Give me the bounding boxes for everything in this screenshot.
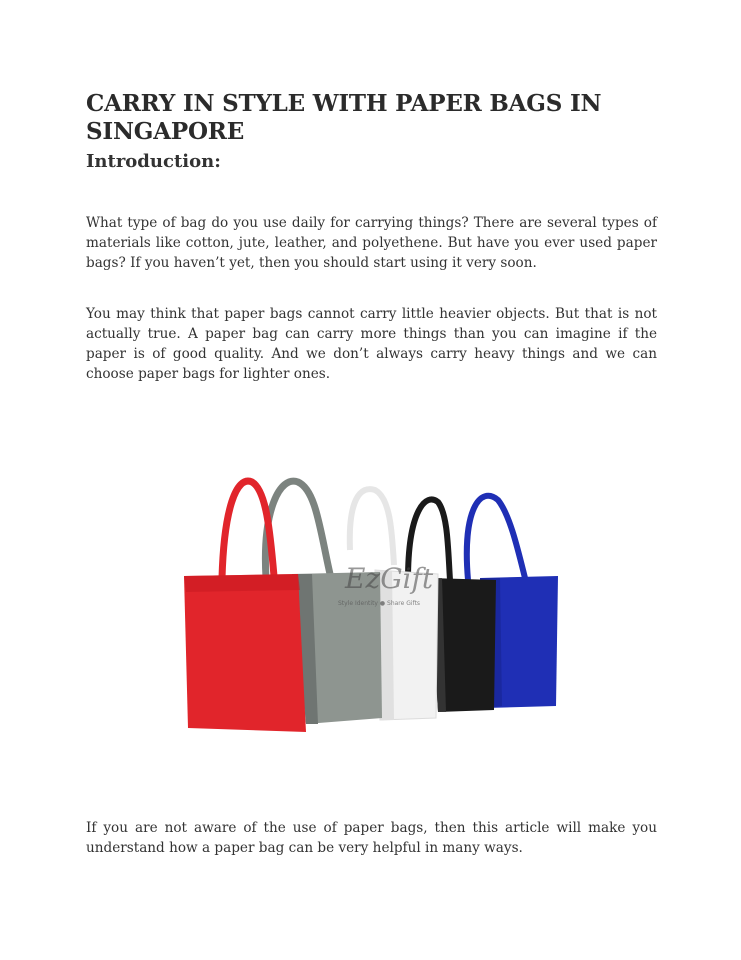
paragraph: You may think that paper bags cannot carry little heavier objects. But that is not actually true. A paper bag can carry more things than you can imagine if the paper is of good quality. And we don’t always carry heavy things and we can choose paper bags for lighter ones. — [86, 306, 657, 382]
paragraph: If you are not aware of the use of paper bags, then this article will make you understand how a paper bag can be very helpful in many ways. — [86, 820, 657, 856]
section-heading: Introduction: — [86, 151, 221, 172]
bags-photo — [180, 470, 565, 745]
watermark: EzGift — [345, 562, 434, 595]
blue-bag-handle — [467, 496, 525, 580]
paragraph: What type of bag do you use daily for carrying things? There are several types of materials like cotton, jute, leather, and polyethene. But have you ever used paper bags? If you haven’t yet, then you should start using it very soon. — [86, 215, 657, 271]
white-bag-handle — [350, 489, 394, 565]
page-title: CARRY IN STYLE WITH PAPER BAGS IN SINGAPORE — [86, 90, 602, 145]
watermark-tagline: Style Identity ● Share Gifts — [338, 600, 421, 607]
red-bag — [184, 574, 306, 732]
